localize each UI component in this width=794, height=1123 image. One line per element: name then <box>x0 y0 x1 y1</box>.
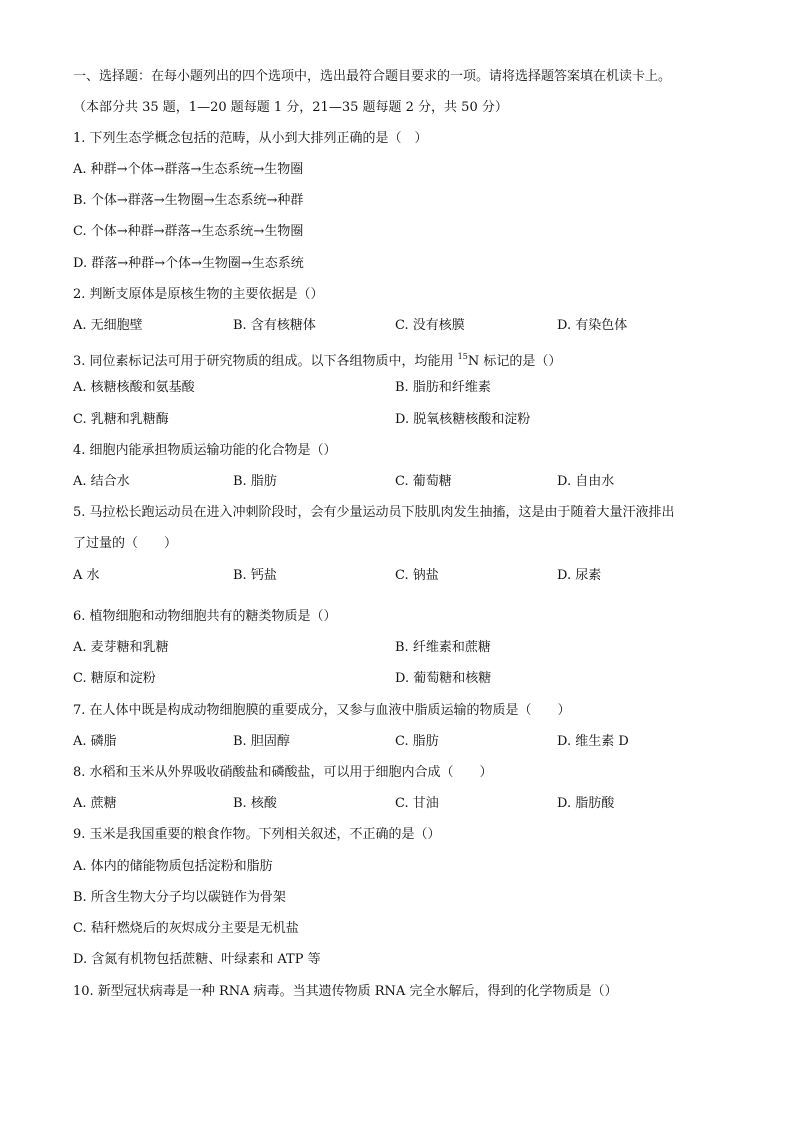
question-7-option-b: B. 胆固醇 <box>233 734 290 749</box>
question-7-option-a: A. 磷脂 <box>73 734 117 749</box>
question-9-option-d: D. 含氮有机物包括蔗糖、叶绿素和 ATP 等 <box>73 952 321 967</box>
question-1-stem: 1. 下列生态学概念包括的范畴，从小到大排列正确的是（ ） <box>73 131 428 146</box>
question-2-option-c: C. 没有核膜 <box>395 318 465 333</box>
question-3-stem: 3. 同位素标记法可用于研究物质的组成。以下各组物质中，均能用 $^{15}$N 标记的是（） <box>73 352 562 369</box>
question-5-stem: 5. 马拉松长跑运动员在进入冲刺阶段时，会有少量运动员下肢肌肉发生抽搐，这是由于随着大量汗液排出 <box>73 505 675 520</box>
question-1-option-a: A. 种群→个体→群落→生态系统→生物圈 <box>73 162 304 177</box>
question-3-option-c: C. 乳糖和乳糖酶 <box>73 412 169 427</box>
question-6-option-a: A. 麦芽糖和乳糖 <box>73 640 169 655</box>
question-8-option-c: C. 甘油 <box>395 796 439 811</box>
question-5-stem-continued: 了过量的（ ） <box>73 536 178 551</box>
question-2-stem: 2. 判断支原体是原核生物的主要依据是（） <box>73 287 324 302</box>
question-4-option-d: D. 自由水 <box>557 474 615 489</box>
question-1-option-d: D. 群落→种群→个体→生物圈→生态系统 <box>73 256 304 271</box>
question-4-option-a: A. 结合水 <box>73 474 130 489</box>
question-10-stem: 10. 新型冠状病毒是一种 RNA 病毒。当其遗传物质 RNA 完全水解后，得到的化学物质是（） <box>73 984 618 999</box>
question-5-option-d: D. 尿素 <box>557 568 602 583</box>
question-7-option-d: D. 维生素 D <box>557 734 629 749</box>
question-3-option-b: B. 脂肪和纤维素 <box>395 380 491 395</box>
question-5-option-a: A 水 <box>73 568 100 583</box>
question-8-stem: 8. 水稻和玉米从外界吸收硝酸盐和磷酸盐，可以用于细胞内合成（ ） <box>73 765 493 780</box>
isotope-superscript: 15 <box>457 352 468 361</box>
question-2-option-a: A. 无细胞壁 <box>73 318 143 333</box>
question-4-option-b: B. 脂肪 <box>233 474 277 489</box>
section-title: 一、选择题：在每小题列出的四个选项中，选出最符合题目要求的一项。请将选择题答案填在机读卡上。 <box>73 69 672 84</box>
question-6-option-d: D. 葡萄糖和核糖 <box>395 671 492 686</box>
question-4-option-c: C. 葡萄糖 <box>395 474 452 489</box>
question-8-option-a: A. 蔗糖 <box>73 796 117 811</box>
question-3-option-a: A. 核糖核酸和氨基酸 <box>73 380 195 395</box>
question-2-option-d: D. 有染色体 <box>557 318 628 333</box>
question-8-option-d: D. 脂肪酸 <box>557 796 615 811</box>
question-2-option-b: B. 含有核糖体 <box>233 318 316 333</box>
question-6-stem: 6. 植物细胞和动物细胞共有的糖类物质是（） <box>73 609 337 624</box>
question-6-option-c: C. 糖原和淀粉 <box>73 671 156 686</box>
question-1-option-b: B. 个体→群落→生物圈→生态系统→种群 <box>73 193 304 208</box>
question-9-option-c: C. 秸秆燃烧后的灰烬成分主要是无机盐 <box>73 921 299 936</box>
question-8-option-b: B. 核酸 <box>233 796 277 811</box>
question-5-option-c: C. 钠盐 <box>395 568 439 583</box>
question-9-option-b: B. 所含生物大分子均以碳链作为骨架 <box>73 890 286 905</box>
question-4-stem: 4. 细胞内能承担物质运输功能的化合物是（） <box>73 443 337 458</box>
question-3-option-d: D. 脱氧核糖核酸和淀粉 <box>395 412 531 427</box>
question-5-option-b: B. 钙盐 <box>233 568 277 583</box>
question-1-option-c: C. 个体→种群→群落→生态系统→生物圈 <box>73 224 304 239</box>
question-6-option-b: B. 纤维素和蔗糖 <box>395 640 491 655</box>
question-7-stem: 7. 在人体中既是构成动物细胞膜的重要成分，又参与血液中脂质运输的物质是（ ） <box>73 703 571 718</box>
question-9-option-a: A. 体内的储能物质包括淀粉和脂肪 <box>73 859 273 874</box>
section-note: （本部分共 35 题，1—20 题每题 1 分，21—35 题每题 2 分，共 50 分） <box>73 100 508 115</box>
question-7-option-c: C. 脂肪 <box>395 734 439 749</box>
question-9-stem: 9. 玉米是我国重要的粮食作物。下列相关叙述，不正确的是（） <box>73 827 441 842</box>
